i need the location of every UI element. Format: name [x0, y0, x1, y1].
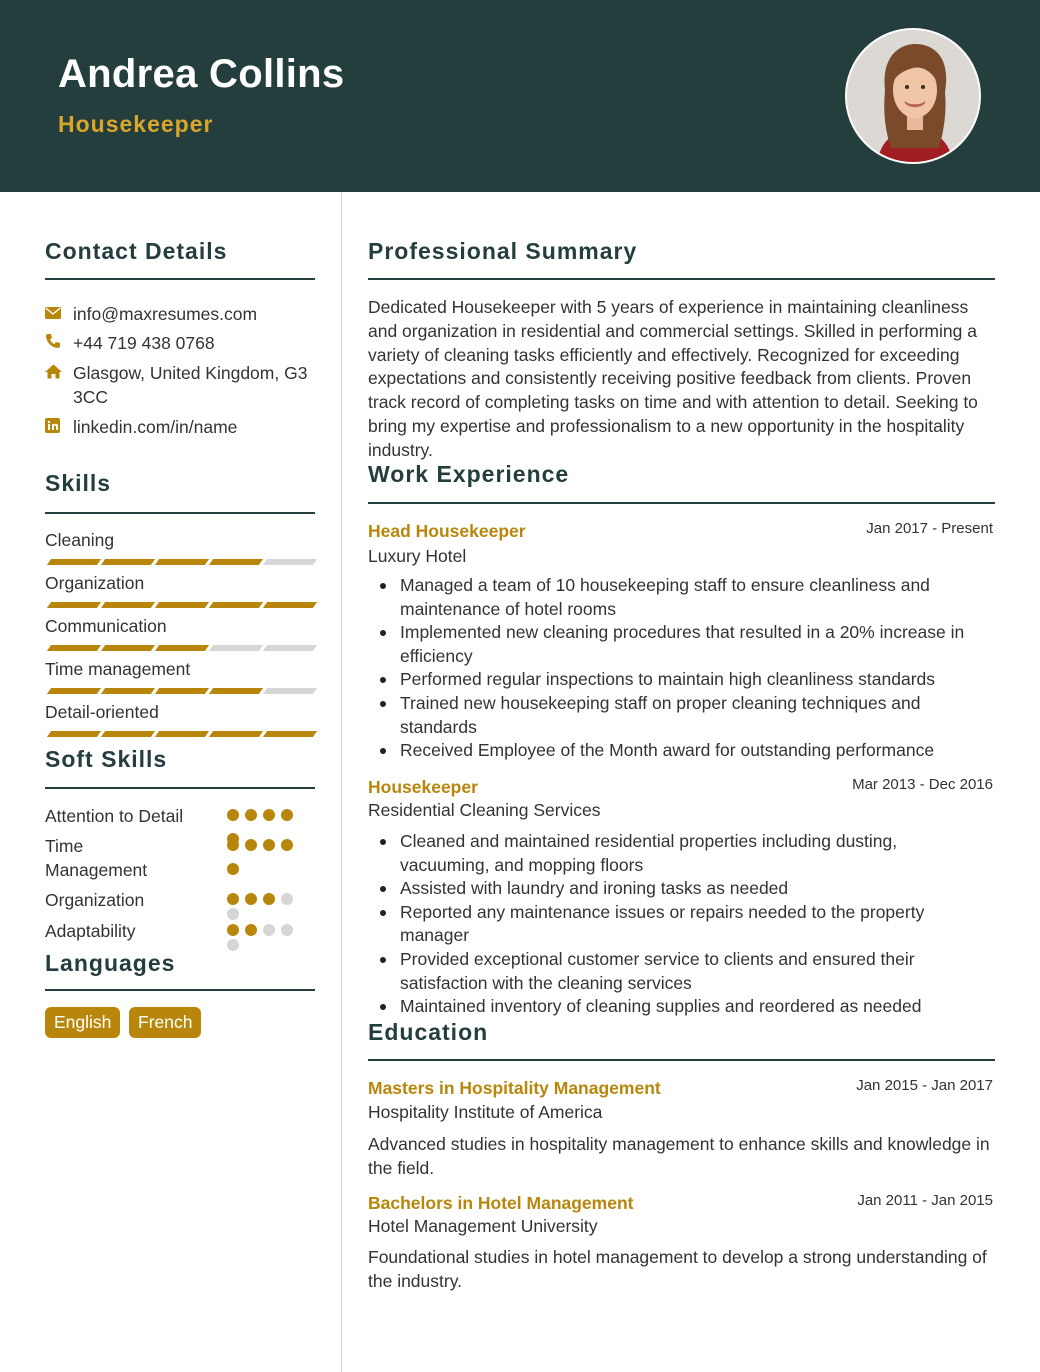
- list-item: Reported any maintenance issues or repairs needed to the property manager: [368, 901, 988, 948]
- skill-level-segment: [47, 645, 101, 651]
- contact-heading: Contact Details: [45, 238, 228, 264]
- soft-skill-label: Adaptability: [45, 921, 136, 941]
- skill-level-segment: [209, 645, 263, 651]
- education-2-degree: Bachelors in Hotel Management: [368, 1193, 634, 1213]
- skill-level-segment: [263, 602, 317, 608]
- contact-rule: [45, 278, 315, 280]
- avatar: [845, 28, 981, 164]
- skill-level-segment: [101, 645, 155, 651]
- rating-dot: [245, 924, 257, 936]
- skill-level-segment: [101, 731, 155, 737]
- soft-skills-rule: [45, 787, 315, 789]
- list-item: Managed a team of 10 housekeeping staff to ensure cleanliness and maintenance of hotel rooms: [368, 574, 988, 621]
- email-text: info@maxresumes.com: [73, 304, 258, 324]
- education-1-degree: Masters in Hospitality Management: [368, 1078, 661, 1098]
- rating-dot: [281, 924, 293, 936]
- skills-heading: Skills: [45, 470, 112, 496]
- skill-level-segment: [47, 602, 101, 608]
- rating-dot: [281, 809, 293, 821]
- rating-dot: [281, 839, 293, 851]
- rating-dot: [227, 809, 239, 821]
- skills-rule: [45, 512, 315, 514]
- skill-level-segment: [209, 602, 263, 608]
- rating-dot: [263, 809, 275, 821]
- rating-dot: [227, 908, 239, 920]
- skill-level-segment: [101, 688, 155, 694]
- experience-rule: [368, 502, 995, 504]
- languages-rule: [45, 989, 315, 991]
- skill-label: Communication: [45, 616, 167, 636]
- education-1-school: Hospitality Institute of America: [368, 1102, 603, 1122]
- skill-level-segment: [263, 731, 317, 737]
- skill-level-segment: [155, 645, 209, 651]
- profile-photo-icon: [847, 30, 981, 164]
- rating-dot: [227, 893, 239, 905]
- skill-label: Organization: [45, 573, 145, 593]
- skill-level-bar: [45, 645, 315, 651]
- skill-level-segment: [263, 559, 317, 565]
- skill-level-segment: [101, 559, 155, 565]
- soft-skills-heading: Soft Skills: [45, 746, 168, 772]
- contact-linkedin[interactable]: [45, 415, 313, 439]
- job-2-dates: Mar 2013 - Dec 2016: [852, 776, 993, 793]
- column-divider: [341, 192, 342, 1372]
- rating-dot: [227, 839, 239, 851]
- phone-icon: [45, 331, 73, 355]
- rating-dot: [245, 809, 257, 821]
- rating-dot: [263, 893, 275, 905]
- candidate-name: Andrea Collins: [58, 52, 345, 96]
- skill-level-segment: [155, 688, 209, 694]
- linkedin-icon: [45, 415, 73, 439]
- skill-level-bar: [45, 731, 315, 737]
- summary-text: Dedicated Housekeeper with 5 years of experience in maintaining cleanliness and organization in residential and commercial settings. Skilled in performing a variety of cleaning tasks efficiently and effectively. Recognized for exceeding expectations and consistently receiving positive feedback from clients. Proven track record of completing tasks on time and with attention to detail. Seeking to bring my expertise and professionalism to a new opportunity in the hospitality industry.: [368, 297, 978, 460]
- education-2-dates: Jan 2011 - Jan 2015: [857, 1192, 993, 1209]
- job-1-bullets: [368, 574, 988, 763]
- summary-heading: Professional Summary: [368, 238, 638, 264]
- education-1-dates: Jan 2015 - Jan 2017: [856, 1077, 993, 1094]
- list-item: Cleaned and maintained residential properties including dusting, vacuuming, and mopping floors: [368, 830, 988, 877]
- address-text: Glasgow, United Kingdom, G3 3CC: [73, 363, 308, 407]
- rating-dot: [281, 893, 293, 905]
- job-2-bullets: [368, 830, 988, 1019]
- contact-phone[interactable]: [45, 331, 313, 355]
- rating-dot: [227, 939, 239, 951]
- list-item: Trained new housekeeping staff on proper cleaning techniques and standards: [368, 692, 988, 739]
- list-item: Received Employee of the Month award for outstanding performance: [368, 739, 988, 763]
- list-item: Maintained inventory of cleaning supplies and reordered as needed: [368, 995, 988, 1019]
- skill-level-bar: [45, 559, 315, 565]
- skill-level-segment: [155, 602, 209, 608]
- education-2-description: Foundational studies in hotel management to develop a strong understanding of the industry.: [368, 1247, 987, 1291]
- rating-dot: [263, 839, 275, 851]
- rating-dot: [245, 893, 257, 905]
- skill-level-segment: [209, 559, 263, 565]
- job-2-title: Housekeeper: [368, 777, 478, 797]
- skill-level-bar: [45, 688, 315, 694]
- skill-level-segment: [209, 688, 263, 694]
- rating-dot: [245, 839, 257, 851]
- skill-level-segment: [155, 559, 209, 565]
- skill-level-segment: [209, 731, 263, 737]
- education-1-description: Advanced studies in hospitality management to enhance skills and knowledge in the field.: [368, 1134, 990, 1178]
- soft-skill-label: Attention to Detail: [45, 806, 184, 826]
- job-1-company: Luxury Hotel: [368, 546, 467, 566]
- education-heading: Education: [368, 1019, 489, 1045]
- skill-level-segment: [47, 559, 101, 565]
- skill-label: Detail-oriented: [45, 702, 159, 722]
- contact-email[interactable]: [45, 302, 313, 326]
- language-badge-french: French: [129, 1007, 201, 1038]
- experience-heading: Work Experience: [368, 461, 570, 487]
- languages-heading: Languages: [45, 950, 176, 976]
- list-item: Provided exceptional customer service to clients and ensured their satisfaction with the cleaning services: [368, 948, 988, 995]
- language-badge-english: English: [45, 1007, 120, 1038]
- resume-header: [0, 0, 1040, 192]
- job-title: Housekeeper: [58, 111, 214, 137]
- envelope-icon: [45, 302, 73, 326]
- skill-level-segment: [47, 731, 101, 737]
- phone-text: +44 719 438 0768: [73, 333, 215, 353]
- skill-level-bar: [45, 602, 315, 608]
- linkedin-text: linkedin.com/in/name: [73, 417, 238, 437]
- rating-dot: [227, 924, 239, 936]
- job-1-title: Head Housekeeper: [368, 521, 526, 541]
- soft-skill-label: Organization: [45, 890, 145, 910]
- list-item: Assisted with laundry and ironing tasks as needed: [368, 877, 988, 901]
- skill-level-segment: [101, 602, 155, 608]
- skill-level-segment: [47, 688, 101, 694]
- summary-rule: [368, 278, 995, 280]
- list-item: Implemented new cleaning procedures that resulted in a 20% increase in efficiency: [368, 621, 988, 668]
- job-2-company: Residential Cleaning Services: [368, 800, 601, 820]
- contact-address: [45, 361, 313, 409]
- skill-level-segment: [263, 645, 317, 651]
- soft-skill-label: Time Management: [45, 836, 148, 880]
- rating-dot: [263, 924, 275, 936]
- rating-dot: [227, 863, 239, 875]
- education-2-school: Hotel Management University: [368, 1216, 598, 1236]
- skill-label: Cleaning: [45, 530, 115, 550]
- skill-level-segment: [155, 731, 209, 737]
- education-rule: [368, 1059, 995, 1061]
- list-item: Performed regular inspections to maintain high cleanliness standards: [368, 668, 988, 692]
- skill-level-segment: [263, 688, 317, 694]
- home-icon: [45, 361, 73, 409]
- skill-label: Time management: [45, 659, 191, 679]
- job-1-dates: Jan 2017 - Present: [866, 520, 993, 537]
